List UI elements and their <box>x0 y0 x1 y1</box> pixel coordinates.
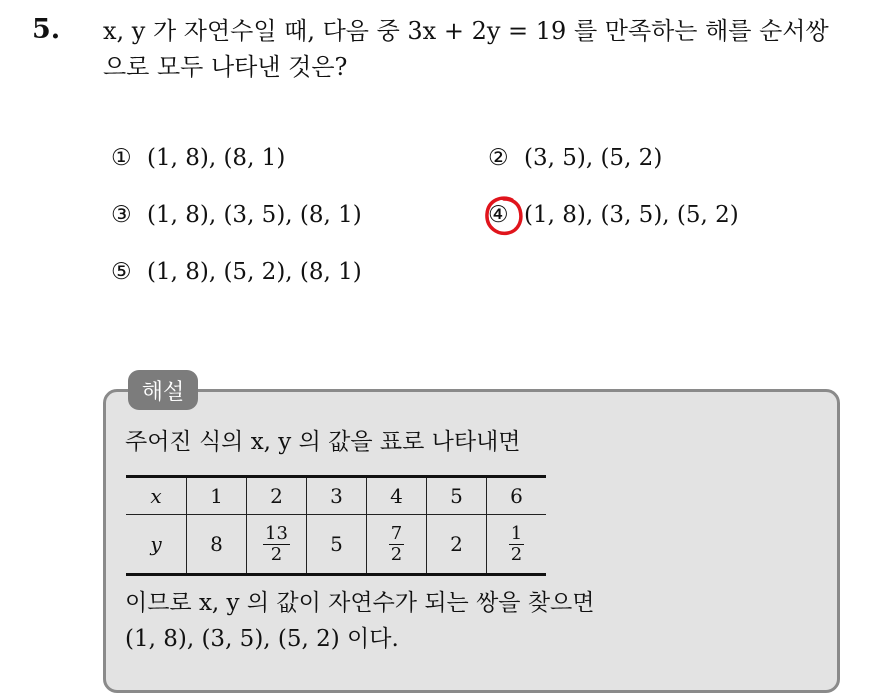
question-number: 5. <box>32 14 61 45</box>
option-4-text: (1, 8), (3, 5), (5, 2) <box>524 202 739 228</box>
option-5-text: (1, 8), (5, 2), (8, 1) <box>147 259 362 285</box>
fraction-denominator: 2 <box>270 543 283 565</box>
fraction-numerator: 1 <box>510 522 523 544</box>
table-label-x: x <box>126 477 187 515</box>
table-cell: 4 <box>367 477 427 515</box>
table-label-y: y <box>126 515 187 575</box>
table-cell-fraction <box>247 515 307 575</box>
option-1-text: (1, 8), (8, 1) <box>147 145 286 171</box>
option-5-mark: ⑤ <box>111 259 132 285</box>
option-2[interactable] <box>488 143 662 173</box>
option-4[interactable] <box>488 200 739 230</box>
table-cell: 6 <box>487 477 547 515</box>
option-5[interactable] <box>111 257 362 287</box>
table-cell-fraction <box>487 515 547 575</box>
table-row-x <box>126 477 546 515</box>
table-cell: 8 <box>187 515 247 575</box>
solution-conclusion-line1: 이므로 x, y 의 값이 자연수가 되는 쌍을 찾으면 <box>125 590 595 616</box>
solution-intro: 주어진 식의 x, y 의 값을 표로 나타내면 <box>125 429 521 455</box>
solution-conclusion-line2: (1, 8), (3, 5), (5, 2) 이다. <box>125 626 399 652</box>
fraction-numerator: 7 <box>390 522 403 544</box>
selection-circle-icon <box>482 194 526 238</box>
option-4-mark: ④ <box>488 202 509 228</box>
table-cell: 5 <box>427 477 487 515</box>
table-cell-fraction <box>367 515 427 575</box>
solution-tag: 해설 <box>128 370 198 410</box>
value-table <box>126 475 546 576</box>
option-3-text: (1, 8), (3, 5), (8, 1) <box>147 202 362 228</box>
table-cell: 2 <box>247 477 307 515</box>
table-cell: 5 <box>307 515 367 575</box>
fraction-denominator: 2 <box>390 543 403 565</box>
option-1[interactable] <box>111 143 285 173</box>
table-cell: 2 <box>427 515 487 575</box>
table-row-y <box>126 515 546 575</box>
question-text-line2: 으로 모두 나타낸 것은? <box>103 53 348 81</box>
fraction-denominator: 2 <box>510 543 523 565</box>
question-text-line1: x, y 가 자연수일 때, 다음 중 3x + 2y = 19 를 만족하는 해를 순서쌍 <box>103 17 829 45</box>
option-2-mark: ② <box>488 145 509 171</box>
option-2-text: (3, 5), (5, 2) <box>524 145 663 171</box>
option-1-mark: ① <box>111 145 132 171</box>
option-3-mark: ③ <box>111 202 132 228</box>
table-cell: 1 <box>187 477 247 515</box>
table-cell: 3 <box>307 477 367 515</box>
option-3[interactable] <box>111 200 362 230</box>
fraction-numerator: 13 <box>265 522 288 544</box>
